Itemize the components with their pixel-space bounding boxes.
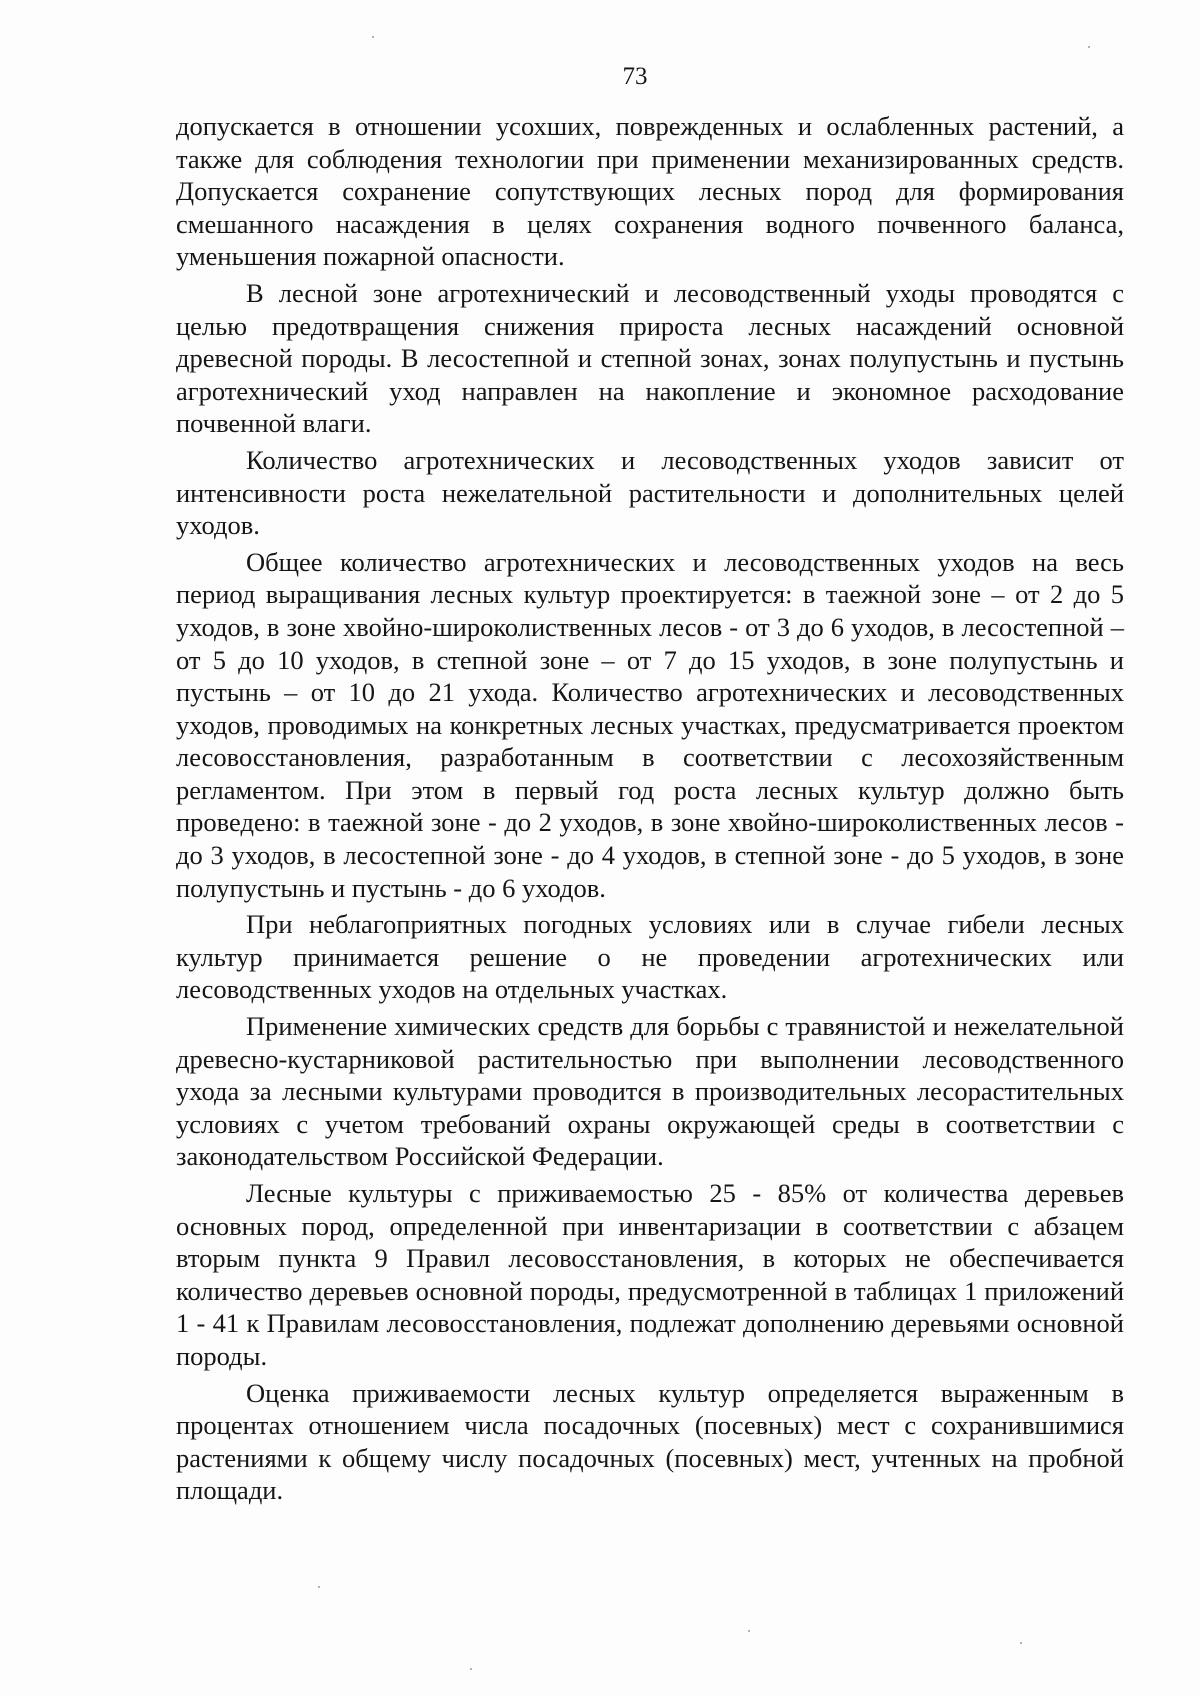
scan-speck: [1088, 46, 1090, 48]
scan-speck: [1020, 1642, 1022, 1644]
paragraph-8: Оценка приживаемости лесных культур определяется выраженным в процентах отношением числа посадочных (посевных) мест с сохранившимися растениями к общему числу посадочных (посевных) мест, учтенных на пробной площади.: [176, 1377, 1124, 1506]
scan-speck: [372, 36, 374, 38]
paragraph-4: Общее количество агротехнических и лесоводственных уходов на весь период выращивания лесных культур проектируется: в таежной зоне – от 2 до 5 уходов, в зоне хвойно-широколиственных лесов - от 3 до 6 уходов, в лесостепной – от 5 до 10 уходов, в степной зоне – от 7 до 15 уходов, в зоне полупустынь и пустынь – от 10 до 21 ухода. Количество агротехнических и лесоводственных уходов, проводимых на конкретных лесных участках, предусматривается проектом лесовосстановления, разработанным в соответствии с лесохозяйственным регламентом. При этом в первый год роста лесных культур должно быть проведено: в таежной зоне - до 2 уходов, в зоне хвойно-широколиственных лесов - до 3 уходов, в лесостепной зоне - до 4 уходов, в степной зоне - до 5 уходов, в зоне полупустынь и пустынь - до 6 уходов.: [176, 546, 1124, 903]
scan-speck: [318, 1586, 320, 1588]
page-number: 73: [622, 63, 648, 90]
scan-speck: [470, 1668, 472, 1670]
paragraph-7: Лесные культуры с приживаемостью 25 - 85% от количества деревьев основных пород, определенной при инвентаризации в соответствии с абзацем вторым пункта 9 Правил лесовосстановления, в которых не обеспечивается количество деревьев основной породы, предусмотренной в таблицах 1 приложений 1 - 41 к Правилам лесовосстановления, подлежат дополнению деревьями основной породы.: [176, 1178, 1124, 1371]
paragraph-3: Количество агротехнических и лесоводственных уходов зависит от интенсивности роста нежелательной растительности и дополнительных целей уходов.: [176, 444, 1124, 541]
paragraph-6: Применение химических средств для борьбы с травянистой и нежелательной древесно-кустарниковой растительностью при выполнении лесоводственного ухода за лесными культурами проводится в производительных лесорастительных условиях с учетом требований охраны окружающей среды в соответствии с законодательством Российской Федерации.: [176, 1011, 1124, 1172]
paragraph-5: При неблагоприятных погодных условиях или в случае гибели лесных культур принимается решение о не проведении агротехнических или лесоводственных уходов на отдельных участках.: [176, 909, 1124, 1005]
paragraph-1: допускается в отношении усохших, поврежденных и ослабленных растений, а также для соблюдения технологии при применении механизированных средств. Допускается сохранение сопутствующих лесных пород для формирования смешанного насаждения в целях сохранения водного почвенного баланса, уменьшения пожарной опасности.: [176, 111, 1124, 272]
paragraph-2: В лесной зоне агротехнический и лесоводственный уходы проводятся с целью предотвращения снижения прироста лесных насаждений основной древесной породы. В лесостепной и степной зонах, зонах полупустынь и пустынь агротехнический уход направлен на накопление и экономное расходование почвенной влаги.: [176, 277, 1124, 439]
scan-speck: [748, 1630, 750, 1632]
document-text: [176, 110, 1124, 1511]
